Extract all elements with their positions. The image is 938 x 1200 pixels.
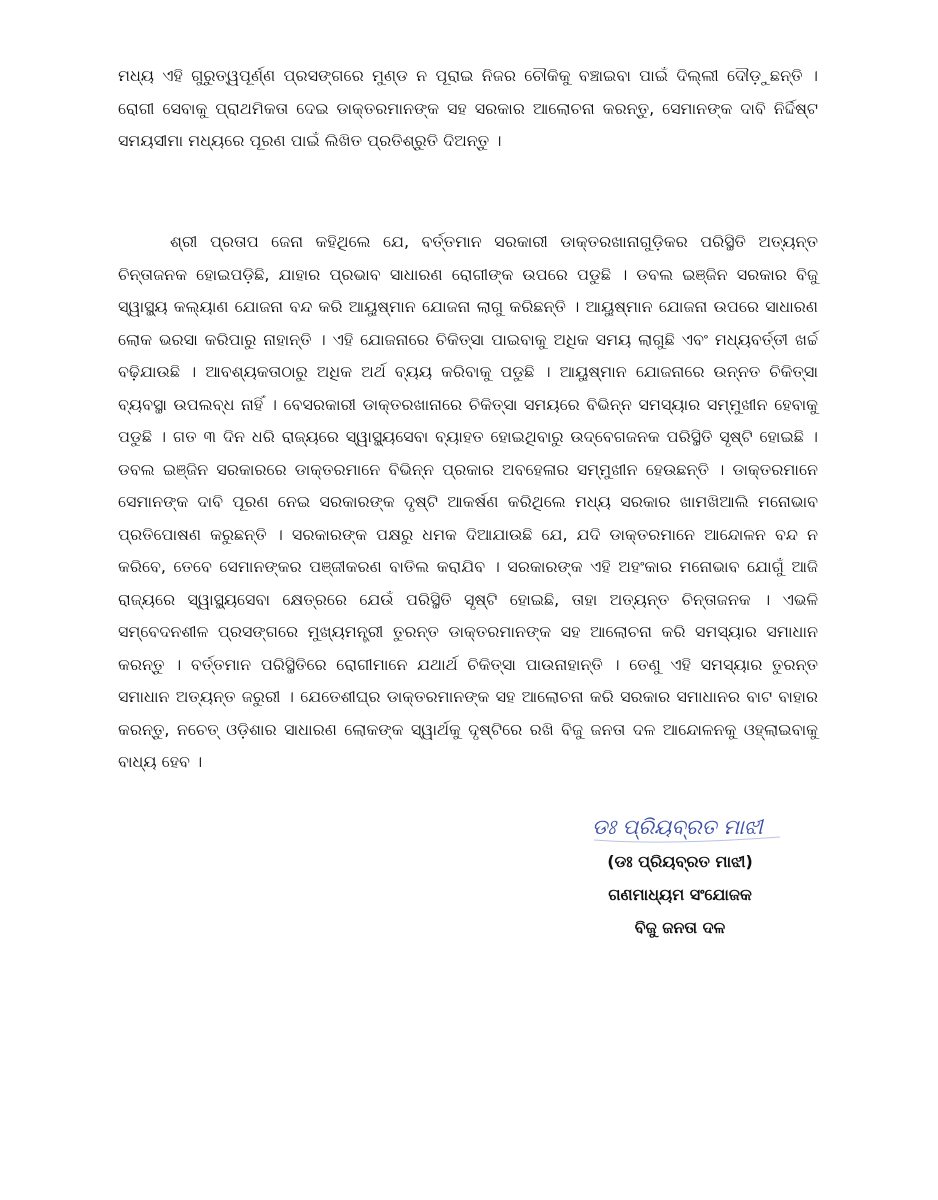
signatory-party: ବିଜୁ ଜନତା ଦଳ	[634, 918, 726, 937]
signatory-designation: ଗଣମାଧ୍ୟମ ସଂଯୋଜକ	[608, 885, 752, 904]
signoff-block	[560, 845, 800, 944]
signatory-name: (ଡଃ ପ୍ରିୟବ୍ରତ ମାଝୀ)	[607, 852, 753, 871]
paragraph-1: ମଧ୍ୟ ଏହି ଗୁରୁତ୍ୱପୂର୍ଣ୍ଣ ପ୍ରସଙ୍ଗରେ ମୁଣ୍ଡ ନ ପୂରାଇ ନିଜର ଚୌକିକୁ ବଞ୍ଚାଇବା ପାଇଁ ଦିଲ୍ଲୀ ଦୌଡ଼ୁଛନ୍ତି । ରୋଗୀ ସେବାକୁ ପ୍ରାଥମିକତା ଦେଇ ଡାକ୍ତରମାନଙ୍କ ସହ ସରକାର ଆଲୋଚନା କରନ୍ତୁ, ସେମାନଙ୍କ ଦାବି ନିର୍ଦ୍ଦିଷ୍ଟ ସମୟସୀମା ମଧ୍ୟରେ ପୂରଣ ପାଇଁ ଲିଖିତ ପ୍ରତିଶ୍ରୁତି ଦିଅନ୍ତୁ ।	[118, 66, 818, 150]
signature-text: ଡଃ ପ୍ରିୟବ୍ରତ ମାଝୀ	[592, 815, 763, 839]
signature-graphic	[588, 804, 788, 848]
handwritten-signature	[588, 804, 788, 848]
paragraph-2: ଶ୍ରୀ ପ୍ରତାପ ଜେନା କହିଥିଲେ ଯେ, ବର୍ତ୍ତମାନ ସରକାରୀ ଡାକ୍ତରଖାନାଗୁଡ଼ିକର ପରିସ୍ଥିତି ଅତ୍ୟନ୍ତ ଚିନ୍ତାଜନକ ହୋଇପଡ଼ିଛି, ଯାହାର ପ୍ରଭାବ ସାଧାରଣ ରୋଗୀଙ୍କ ଉପରେ ପଡୁଛି । ଡବଲ ଇଞ୍ଜିନ ସରକାର ବିଜୁ ସ୍ୱାସ୍ଥ୍ୟ କଲ୍ୟାଣ ଯୋଜନା ବନ୍ଦ କରି ଆୟୁଷ୍ମାନ ଯୋଜନା ଲାଗୁ କରିଛନ୍ତି । ଆୟୁଷ୍ମାନ ଯୋଜନା ଉପରେ ସାଧାରଣ ଲୋକ ଭରସା କରିପାରୁ ନାହାନ୍ତି । ଏହି ଯୋଜନାରେ ଚିକିତ୍ସା ପାଇବାକୁ ଅଧିକ ସମୟ ଲାଗୁଛି ଏବଂ ମଧ୍ୟବର୍ତ୍ତୀ ଖର୍ଚ୍ଚ ବଢ଼ିଯାଉଛି । ଆବଶ୍ୟକତାଠାରୁ ଅଧିକ ଅର୍ଥ ବ୍ୟୟ କରିବାକୁ ପଡୁଛି । ଆୟୁଷ୍ମାନ ଯୋଜନାରେ ଉନ୍ନତ ଚିକିତ୍ସା ବ୍ୟବସ୍ଥା ଉପଲବ୍ଧ ନାହିଁ । ବେସରକାରୀ ଡାକ୍ତରଖାନାରେ ଚିକିତ୍ସା ସମୟରେ ବିଭିନ୍ନ ସମସ୍ୟାର ସମ୍ମୁଖୀନ ହେବାକୁ ପଡୁଛି । ଗତ ୩ ଦିନ ଧରି ରାଜ୍ୟରେ ସ୍ୱାସ୍ଥ୍ୟସେବା ବ୍ୟାହତ ହୋଇଥିବାରୁ ଉଦ୍‌ବେଗଜନକ ପରିସ୍ଥିତି ସୃଷ୍ଟି ହୋଇଛି । ଡବଲ ଇଞ୍ଜିନ ସରକାରରେ ଡାକ୍ତରମାନେ ବିଭିନ୍ନ ପ୍ରକାର ଅବହେଳାର ସମ୍ମୁଖୀନ ହେଉଛନ୍ତି । ଡାକ୍ତରମାନେ ସେମାନଙ୍କ ଦାବି ପୂରଣ ନେଇ ସରକାରଙ୍କ ଦୃଷ୍ଟି ଆକର୍ଷଣ କରିଥିଲେ ମଧ୍ୟ ସରକାର ଖାମଖିଆଲି ମନୋଭାବ ପ୍ରତିପୋଷଣ କରୁଛନ୍ତି । ସରକାରଙ୍କ ପକ୍ଷରୁ ଧମକ ଦିଆଯାଉଛି ଯେ, ଯଦି ଡାକ୍ତରମାନେ ଆନ୍ଦୋଳନ ବନ୍ଦ ନ କରିବେ, ତେବେ ସେମାନଙ୍କର ପଞ୍ଜୀକରଣ ବାତିଲ କରାଯିବ । ସରକାରଙ୍କ ଏହି ଅହଂକାର ମନୋଭାବ ଯୋଗୁଁ ଆଜି ରାଜ୍ୟରେ ସ୍ୱାସ୍ଥ୍ୟସେବା କ୍ଷେତ୍ରରେ ଯେଉଁ ପରିସ୍ଥିତି ସୃଷ୍ଟି ହୋଇଛି, ତାହା ଅତ୍ୟନ୍ତ ଚିନ୍ତାଜନକ । ଏଭଳି ସମ୍ବେଦନଶୀଳ ପ୍ରସଙ୍ଗରେ ମୁଖ୍ୟମନ୍ତ୍ରୀ ତୁରନ୍ତ ଡାକ୍ତରମାନଙ୍କ ସହ ଆଲୋଚନା କରି ସମସ୍ୟାର ସମାଧାନ କରନ୍ତୁ । ବର୍ତ୍ତମାନ ପରିସ୍ଥିତିରେ ରୋଗୀମାନେ ଯଥାର୍ଥ ଚିକିତ୍ସା ପାଉନାହାନ୍ତି । ତେଣୁ ଏହି ସମସ୍ୟାର ତୁରନ୍ତ ସମାଧାନ ଅତ୍ୟନ୍ତ ଜରୁରୀ । ଯେତେଶୀଘ୍ର ଡାକ୍ତରମାନଙ୍କ ସହ ଆଲୋଚନା କରି ସରକାର ସମାଧାନର ବାଟ ବାହାର କରନ୍ତୁ, ନଚେତ୍ ଓଡ଼ିଶାର ସାଧାରଣ ଲୋକଙ୍କ ସ୍ୱାର୍ଥକୁ ଦୃଷ୍ଟିରେ ରଖି ବିଜୁ ଜନତା ଦଳ ଆନ୍ଦୋଳନକୁ ଓହ୍ଲାଇବାକୁ ବାଧ୍ୟ ହେବ ।	[118, 232, 818, 771]
